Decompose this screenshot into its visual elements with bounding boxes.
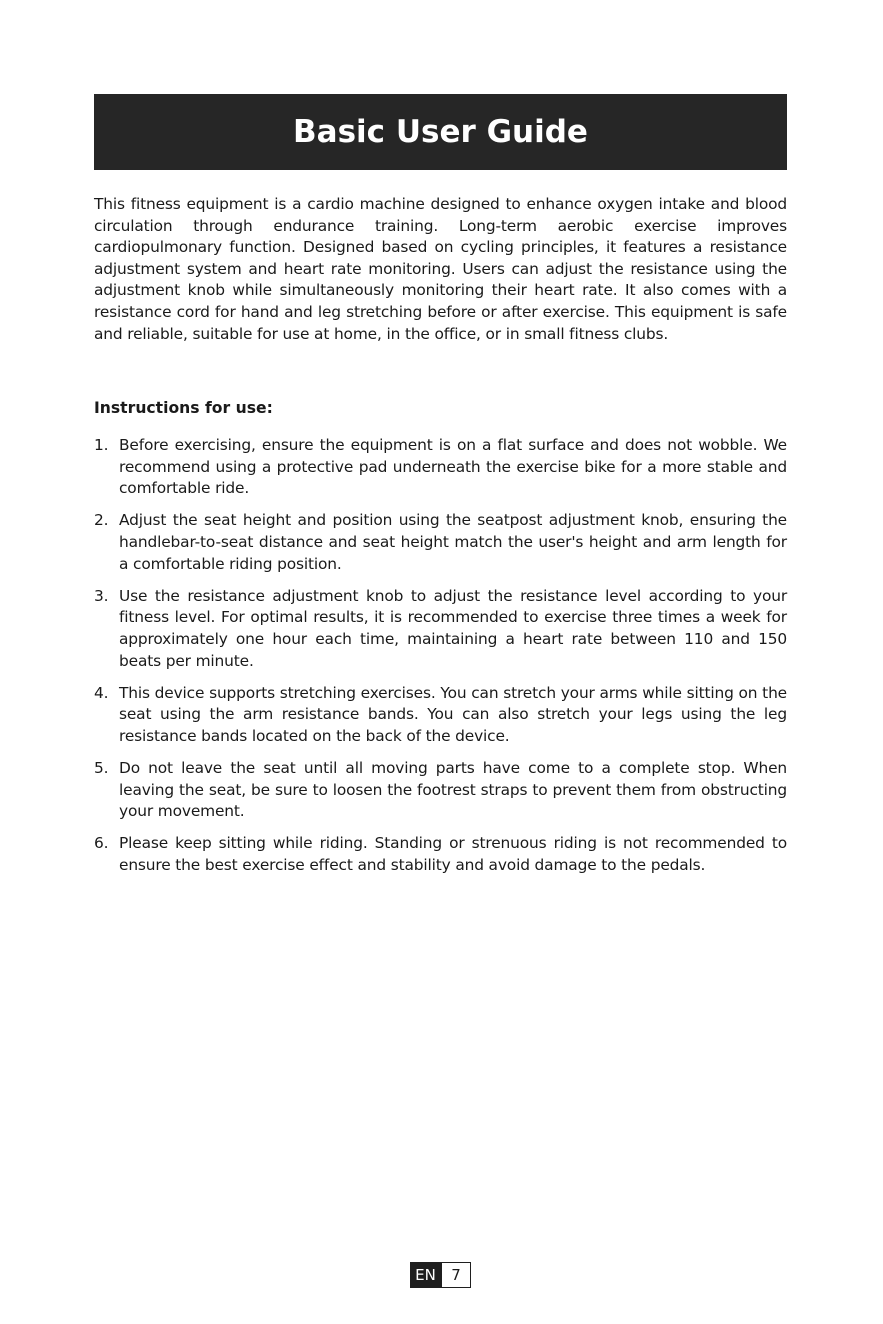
language-badge: EN	[410, 1262, 441, 1288]
instruction-number: 6.	[94, 834, 109, 853]
instruction-item-2	[94, 510, 787, 575]
instruction-item-6	[94, 833, 787, 876]
title-banner	[94, 94, 787, 170]
instruction-text: Adjust the seat height and position using the seatpost adjustment knob, ensuring the handlebar-to-seat distance and seat height match the user's height and arm length for a comfortable riding position.	[119, 511, 787, 573]
page-footer	[410, 1262, 471, 1288]
page-number: 7	[441, 1262, 471, 1288]
intro-paragraph: This fitness equipment is a cardio machine designed to enhance oxygen intake and blood circulation through endurance training. Long-term aerobic exercise improves cardiopulmonary function. Designed based on cycling principles, it features a resistance adjustment system and heart rate monitoring. Users can adjust the resistance using the adjustment knob while simultaneously monitoring their heart rate. It also comes with a resistance cord for hand and leg stretching before or after exercise. This equipment is safe and reliable, suitable for use at home, in the office, or in small fitness clubs.	[94, 195, 787, 343]
instruction-number: 3.	[94, 586, 109, 605]
instruction-item-1	[94, 435, 787, 500]
instruction-text: Do not leave the seat until all moving parts have come to a complete stop. When leaving the seat, be sure to loosen the footrest straps to prevent them from obstructing your movement.	[119, 759, 787, 821]
instruction-number: 4.	[94, 683, 109, 702]
page-title: Basic User Guide	[293, 114, 588, 150]
instruction-item-5	[94, 758, 787, 823]
instructions-heading: Instructions for use:	[94, 399, 273, 417]
instruction-text: Use the resistance adjustment knob to adjust the resistance level according to your fitness level. For optimal results, it is recommended to exercise three times a week for approximately one hour each time, maintaining a heart rate between 110 and 150 beats per minute.	[119, 586, 787, 670]
instructions-list	[94, 435, 787, 887]
instruction-item-3	[94, 586, 787, 672]
instruction-text: This device supports stretching exercises. You can stretch your arms while sitting on the seat using the arm resistance bands. You can also stretch your legs using the leg resistance bands located on the back of the device.	[119, 683, 787, 745]
instruction-text: Before exercising, ensure the equipment is on a flat surface and does not wobble. We recommend using a protective pad underneath the exercise bike for a more stable and comfortable ride.	[119, 436, 787, 498]
instruction-item-4	[94, 683, 787, 748]
instruction-text: Please keep sitting while riding. Standing or strenuous riding is not recommended to ensure the best exercise effect and stability and avoid damage to the pedals.	[119, 834, 787, 875]
instruction-number: 2.	[94, 511, 109, 530]
instruction-number: 1.	[94, 436, 109, 454]
instruction-number: 5.	[94, 759, 109, 778]
